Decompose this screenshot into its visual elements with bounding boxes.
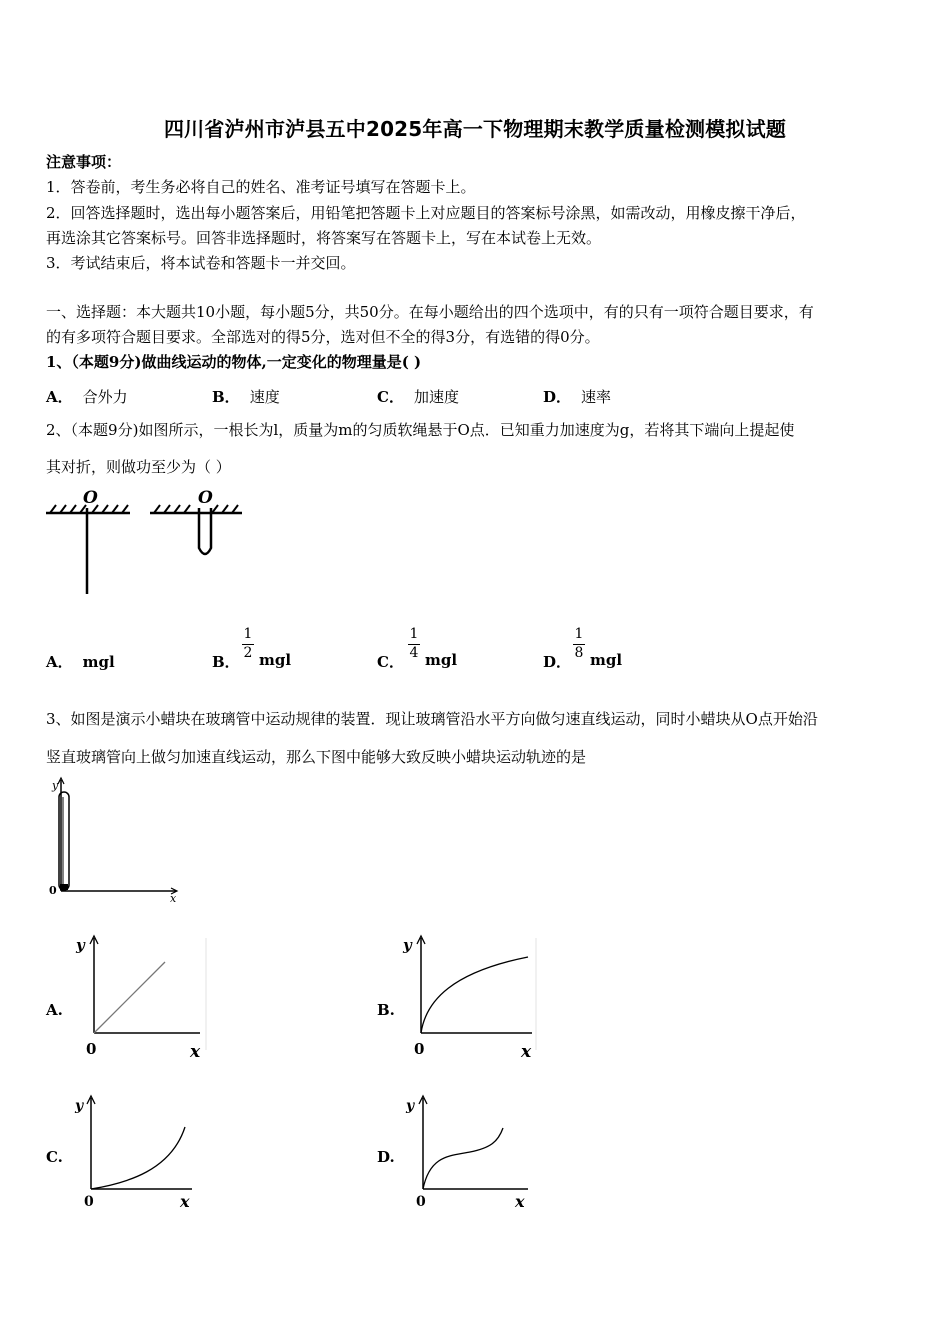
notice-item: 2．回答选择题时，选出每小题答案后，用铅笔把答题卡上对应题目的答案标号涂黑，如需改动，用橡皮擦干净后， <box>46 204 806 222</box>
notice-item: 3．考试结束后，将本试卷和答题卡一并交回。 <box>46 254 356 272</box>
trajectory-curve <box>421 957 528 1033</box>
y-axis-label: y <box>76 936 85 954</box>
rope-folded <box>150 488 242 554</box>
section-intro-line: 一、选择题：本大题共10小题，每小题5分，共50分。在每小题给出的四个选项中，有的只有一项符合题目要求，有 <box>46 303 814 321</box>
origin-label: 0 <box>416 1194 426 1210</box>
y-axis-label: y <box>406 1098 415 1114</box>
question-1-stem: 1、（本题9分)做曲线运动的物体,一定变化的物理量是( ) <box>46 353 422 371</box>
y-axis-label: y <box>403 936 412 954</box>
point-o-label: O <box>83 488 98 508</box>
option-text: 合外力 <box>82 388 128 406</box>
q3-option-b-graph[interactable] <box>398 930 540 1065</box>
option-key: A． <box>46 653 73 671</box>
option-unit: mgl <box>590 651 623 669</box>
option-key: D． <box>543 653 572 671</box>
origin-label: 0 <box>84 1194 94 1210</box>
q1-option-b[interactable] <box>212 386 280 407</box>
x-axis-label: x <box>190 1042 201 1062</box>
question-3-stem: 3、如图是演示小蜡块在玻璃管中运动规律的装置．现让玻璃管沿水平方向做匀速直线运动，同时小蜡块从O点开始沿 <box>46 710 818 728</box>
q3-option-d-graph[interactable] <box>400 1090 535 1215</box>
question-2-stem: 2、（本题9分)如图所示，一根长为l，质量为m的匀质软绳悬于O点．已知重力加速度为g，若将其下端向上提起使 <box>46 421 795 439</box>
q3-option-a-key[interactable]: A. <box>46 1001 63 1019</box>
option-text: 速度 <box>249 388 280 406</box>
option-key: D． <box>543 388 572 406</box>
x-axis-label: x <box>180 1192 190 1211</box>
y-axis-label: y <box>52 779 59 792</box>
option-text: 速率 <box>581 388 612 406</box>
fraction-one-half: 1 2 <box>243 626 253 661</box>
point-o-label: O <box>198 488 213 508</box>
option-unit: mgl <box>425 651 458 669</box>
option-key: B． <box>212 388 240 406</box>
fraction-one-quarter: 1 4 <box>409 626 419 661</box>
rope-figure <box>40 484 250 602</box>
fraction-one-eighth: 1 8 <box>574 626 584 661</box>
origin-label: 0 <box>86 1040 97 1058</box>
section-intro-line: 的有多项符合题目要求。全部选对的得5分，选对但不全的得3分，有选错的得0分。 <box>46 328 600 346</box>
q3-option-c-key[interactable]: C. <box>46 1148 63 1166</box>
q1-option-d[interactable] <box>543 386 611 407</box>
question-2-stem-cont: 其对折，则做功至少为（ ） <box>46 458 231 476</box>
q1-option-a[interactable] <box>46 386 128 407</box>
option-key: C． <box>377 653 404 671</box>
notice-item: 1．答卷前，考生务必将自己的姓名、准考证号填写在答题卡上。 <box>46 178 476 196</box>
option-key: C． <box>377 388 404 406</box>
notice-heading: 注意事项： <box>46 153 122 171</box>
origin-label: 0 <box>49 884 57 897</box>
q2-option-a[interactable] <box>46 651 115 672</box>
x-axis-label: x <box>521 1042 532 1062</box>
q3-option-d-key[interactable]: D. <box>377 1148 395 1166</box>
origin-label: 0 <box>414 1040 425 1058</box>
q3-option-a-graph[interactable] <box>70 930 210 1065</box>
notice-item: 再选涂其它答案标号。回答非选择题时，将答案写在答题卡上，写在本试卷上无效。 <box>46 229 602 247</box>
option-text: 加速度 <box>413 388 459 406</box>
x-axis-label: x <box>170 892 177 905</box>
q1-option-c[interactable] <box>377 386 459 407</box>
trajectory-curve <box>91 1127 185 1189</box>
page-title: 四川省泸州市泸县五中2025年高一下物理期末教学质量检测模拟试题 <box>163 117 787 141</box>
trajectory-line <box>94 962 165 1033</box>
glass-tube-figure <box>44 775 184 905</box>
wax-block <box>60 884 68 890</box>
option-unit: mgl <box>82 653 115 671</box>
option-key: A． <box>46 388 73 406</box>
q3-option-b-key[interactable]: B. <box>377 1001 395 1019</box>
trajectory-curve <box>423 1128 503 1189</box>
y-axis-label: y <box>75 1098 84 1114</box>
option-key: B． <box>212 653 240 671</box>
x-axis-label: x <box>515 1192 525 1211</box>
option-unit: mgl <box>259 651 292 669</box>
question-3-stem-cont: 竖直玻璃管向上做匀加速直线运动，那么下图中能够大致反映小蜡块运动轨迹的是 <box>46 748 587 766</box>
q3-option-c-graph[interactable] <box>68 1090 198 1215</box>
rope-straight <box>46 488 130 594</box>
